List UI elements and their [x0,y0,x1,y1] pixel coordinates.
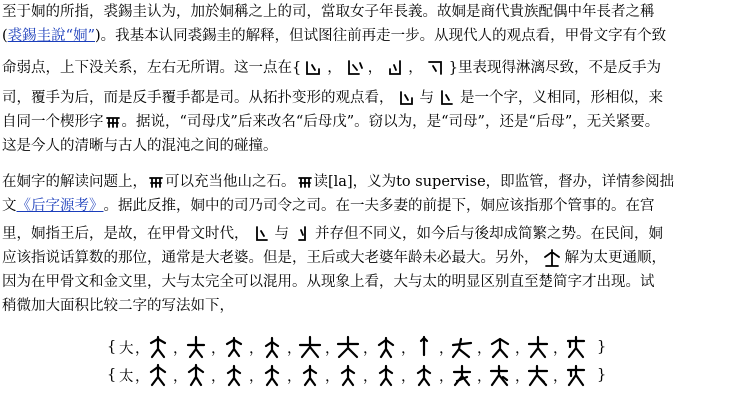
da-variant-icon [563,335,589,359]
cuneiform-la-icon [149,173,163,191]
sep: ， [515,368,530,385]
sep: ， [477,368,492,385]
sep: ， [249,340,264,357]
paren-close: ) [95,28,101,44]
text: 读[la]，义为to supervise，即监管，督办，详情参阅拙 [313,174,675,190]
p1-line3 [2,56,730,80]
da-variant-icon [449,335,475,359]
da-variant-icon [411,335,437,359]
link-qiu-xigui[interactable]: 裘錫圭說“姛” [7,28,95,44]
tai-variant-icon [145,363,171,387]
si-variant-1-icon [303,58,325,78]
da-glyph-icon [541,248,563,268]
tai-variant-icon [259,363,285,387]
p1-line4 [2,86,730,110]
text: 文 [2,198,17,214]
da-variant-icon [487,335,513,359]
da-variant-icon [373,335,399,359]
sep: ， [553,368,568,385]
sep: ， [135,368,150,385]
p2-line3 [2,222,730,246]
comma: ， [408,60,423,76]
text: 。据此反推，姛中的司乃司令之司。在一夫多妻的前提下，姛应该指那个管事的。在宫 [103,198,655,214]
tai-variant-icon [411,363,437,387]
sep: ， [287,340,302,357]
text: 命弱点，上下没关系，左右无所谓。这一点在{ [2,60,302,76]
tai-variant-icon [335,363,361,387]
p1-line1 [2,0,730,24]
brace-open: { [107,339,117,355]
sep: ， [553,340,568,357]
da-variant-icon [183,335,209,359]
p2-line2 [2,194,730,218]
hou-glyph-icon [436,88,458,108]
sep: ， [211,368,226,385]
text: 司，覆手为后，而是反手覆手都是司。从拓扑变形的观点看， [2,90,394,106]
p1-line5 [2,110,730,134]
text: 可以充当他山之石。 [165,174,296,190]
sep: ， [325,368,340,385]
sep: ， [325,340,340,357]
da-variant-icon [525,335,551,359]
text: 与 [419,90,434,106]
comparison-row-tai [107,362,609,388]
si-glyph-icon [396,88,418,108]
text: 里，姛指王后，是故，在甲骨文时代， [2,226,249,242]
si-variant-3-icon [384,58,406,78]
da-variant-icon [221,335,247,359]
text: 与 [274,226,289,242]
tai-variant-icon [525,363,551,387]
da-variant-icon [335,335,361,359]
sep: ， [439,340,454,357]
tai-variant-icon [297,363,323,387]
text: 自同一个楔形字 [2,114,104,130]
text: 解为太更通顺， [564,250,666,266]
text: 并存但不同义，如今后与後却成简繁之势。在民间，姛 [315,226,663,242]
sep: ， [401,368,416,385]
si-variant-4-icon [425,58,447,78]
comma: ， [327,60,342,76]
sep: ， [363,340,378,357]
cuneiform-la-icon [298,173,312,191]
text: }里表现得淋漓尽致，不是反手为 [448,60,661,76]
sep: ， [439,368,454,385]
si-variant-2-icon [344,58,366,78]
brace-open: { [107,367,117,383]
text: 因为在甲骨文和金文里，大与太完全可以混用。从现象上看，大与太的明显区别直至楚简字才出现。试 [2,274,655,290]
tai-variant-icon [487,363,513,387]
text: 。我基本认同裘錫圭的解释，但试图往前再走一步。从现代人的观点看，甲骨文字有个致 [100,28,667,44]
sep: ， [249,368,264,385]
sep: ， [173,340,188,357]
p2-line1 [2,170,730,194]
text: 至于姛的所指，裘錫圭认为，加於姛稱之上的司，當取女子年長義。故姛是商代貴族配偶中年長者之稱 [2,4,655,20]
comparison-row-da [107,334,609,360]
text: 是一个字，义相同，形相似，来 [460,90,663,106]
hou-glyph-icon [291,224,313,244]
da-variant-icon [297,335,323,359]
text: 在姛字的解读问题上， [2,174,147,190]
text: 这是今人的清晰与古人的混沌之间的碰撞。 [2,138,278,154]
text: 应该指说话算数的那位，通常是大老婆。但是，王后或大老婆年龄未必最大。另外， [2,250,539,266]
sep: ， [135,340,150,357]
da-variant-icon [259,335,285,359]
sep: ， [477,340,492,357]
tai-variant-icon [221,363,247,387]
da-variant-icon [145,335,171,359]
p2-line6 [2,294,730,318]
sep: ， [515,340,530,357]
cuneiform-la-icon [106,113,120,131]
p2-line4 [2,246,730,270]
sep: ， [173,368,188,385]
tai-variant-icon [373,363,399,387]
text: 。据说，“司母戊”后来改名“后母戊”。窃以为，是“司母”，还是“后母”，无关紧要。 [121,114,660,130]
comma: ， [367,60,383,76]
tai-variant-icon [449,363,475,387]
row-label: 大 [119,340,134,357]
text: 稍微加大面积比较二字的写法如下， [2,298,234,314]
row-label: 太 [119,368,134,385]
sep: ， [401,340,416,357]
sep: ， [363,368,378,385]
sep: ， [211,340,226,357]
brace-close: } [597,367,607,383]
paren-open: ( [2,28,8,44]
link-hou-ziyuan-kao[interactable]: 《后字源考》 [16,198,104,214]
tai-variant-icon [183,363,209,387]
si-glyph-icon [251,224,273,244]
tai-variant-icon [563,363,589,387]
p2-line5 [2,270,730,294]
sep: ， [287,368,302,385]
p1-line2 [2,24,730,48]
p1-line6 [2,134,730,158]
brace-close: } [597,339,607,355]
